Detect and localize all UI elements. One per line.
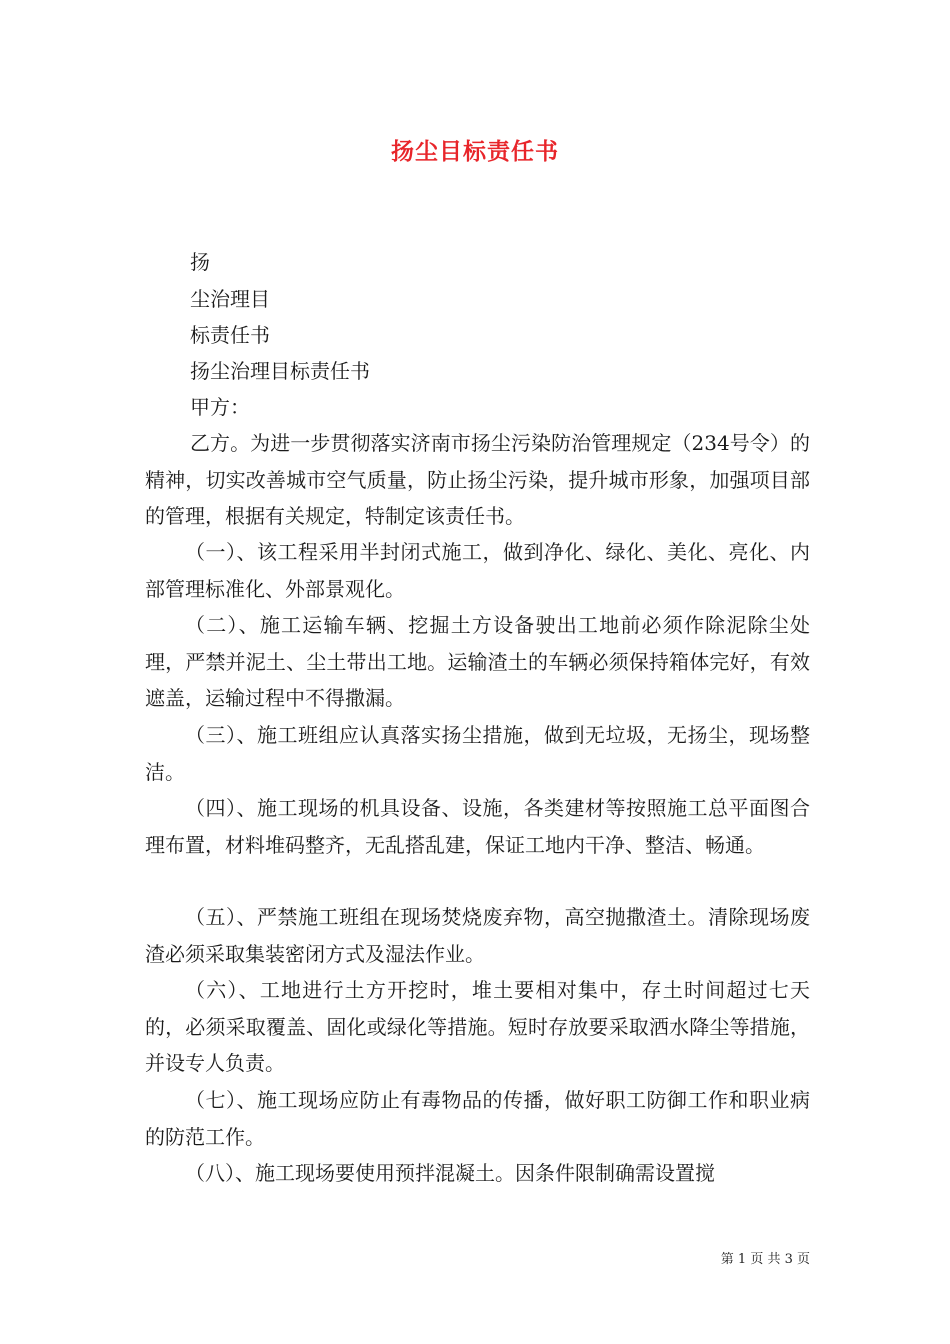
heading-line-2: 尘治理目 [190,287,270,311]
paragraph-clause-4: （四）、施工现场的机具设备、设施，各类建材等按照施工总平面图合理布置，材料堆码整齐，无乱搭乱建，保证工地内干净、整洁、畅通。 [145,796,810,857]
paragraph-clause-6: （六）、工地进行土方开挖时，堆土要相对集中，存土时间超过七天的，必须采取覆盖、固化或绿化等措施。短时存放要采取洒水降尘等措施，并设专人负责。 [145,978,810,1075]
paragraph-clause-2: （二）、施工运输车辆、挖掘土方设备驶出工地前必须作除泥除尘处理，严禁并泥土、尘土带出工地。运输渣土的车辆必须保持箱体完好，有效遮盖，运输过程中不得撒漏。 [145,613,810,710]
paragraph-clause-7: （七）、施工现场应防止有毒物品的传播，做好职工防御工作和职业病的防范工作。 [145,1088,810,1149]
page-number-footer: 第 1 页 共 3 页 [720,1252,810,1267]
paragraph-clause-3: （三）、施工班组应认真落实扬尘措施，做到无垃圾，无扬尘，现场整洁。 [145,723,810,784]
paragraph-clause-8: （八）、施工现场要使用预拌混凝土。因条件限制确需设置搅 [185,1161,715,1185]
party-a-label: 甲方： [190,395,250,419]
heading-line-4: 扬尘治理目标责任书 [190,359,370,383]
heading-line-1: 扬 [190,250,210,274]
document-title: 扬尘目标责任书 [391,138,559,165]
paragraph-clause-5: （五）、严禁施工班组在现场焚烧废弃物，高空抛撒渣土。清除现场废渣必须采取集装密闭方式及湿法作业。 [145,905,810,966]
paragraph-clause-1: （一）、该工程采用半封闭式施工，做到净化、绿化、美化、亮化、内部管理标准化、外部景观化。 [145,540,810,601]
heading-line-3: 标责任书 [190,323,270,347]
paragraph-intro: 乙方。为进一步贯彻落实济南市扬尘污染防治管理规定（234号令）的精神，切实改善城市空气质量，防止扬尘污染，提升城市形象，加强项目部的管理，根据有关规定，特制定该责任书。 [145,431,810,528]
